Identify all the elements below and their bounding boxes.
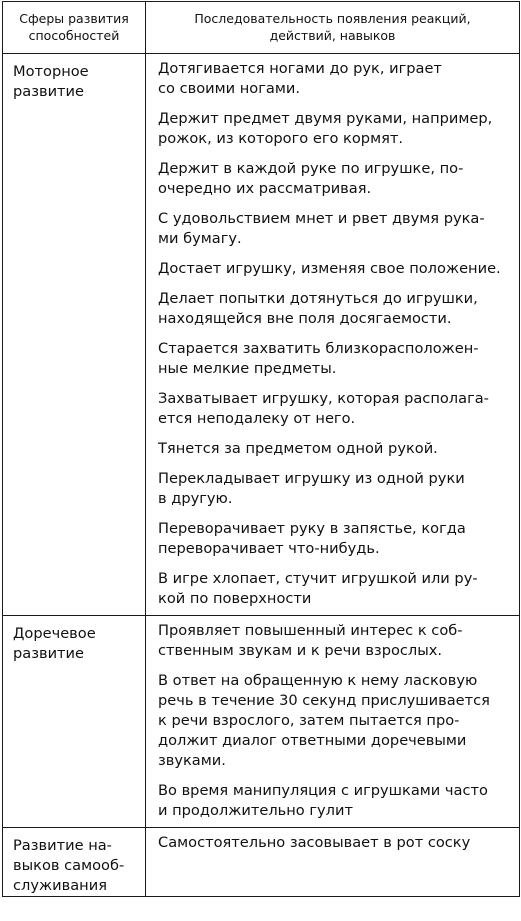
sphere-label: Доречевое развитие xyxy=(13,625,96,662)
list-item: Проявляет повышенный интерес к соб- ственным звукам и к речи взрослых. xyxy=(158,622,463,659)
sphere-cell-selfcare xyxy=(3,828,146,897)
sphere-label: Моторное развитие xyxy=(13,63,89,100)
list-item: С удовольствием мнет и рвет двумя рука- ми бумагу. xyxy=(158,210,485,247)
list-item: Старается захватить близкорасположен- ные мелкие предметы. xyxy=(158,340,479,377)
list-item: Во время манипуляция с игрушками часто и продолжительно гулит xyxy=(158,782,488,819)
list-item: В игре хлопает, стучит игрушкой или ру- кой по поверхности xyxy=(158,570,478,607)
list-item: Достает игрушку, изменяя свое положение. xyxy=(158,260,501,277)
items-cell-prespeech xyxy=(146,616,520,828)
header-spheres-label: Сферы развития способностей xyxy=(19,11,129,43)
list-item: Захватывает игрушку, которая располага- ется неподалеку от него. xyxy=(158,390,489,427)
list-item: Делает попытки дотянуться до игрушки, находящейся вне поля досягаемости. xyxy=(158,290,478,327)
list-item: Самостоятельно засовывает в рот соску xyxy=(158,834,471,851)
list-item: В ответ на обращенную к нему ласковую речь в течение 30 секунд прислушивается к речи взрослого, затем пытается про- должит диалог ответными доречевыми звуками. xyxy=(158,672,490,769)
list-item: Держит в каждой руке по игрушке, по- очередно их рассматривая. xyxy=(158,160,464,197)
development-table xyxy=(2,1,520,897)
list-item: Перекладывает игрушку из одной руки в другую. xyxy=(158,470,465,507)
list-item: Дотягивается ногами до рук, играет со своими ногами. xyxy=(158,60,442,97)
header-spheres xyxy=(3,2,146,54)
header-sequence-label: Последовательность появления реакций, действий, навыков xyxy=(194,11,471,43)
sphere-label: Развитие на- выков самооб- служивания xyxy=(13,837,125,894)
items-cell-motor xyxy=(146,54,520,616)
table-header-row xyxy=(3,2,520,54)
list-item: Переворачивает руку в запястье, когда переворачивает что-нибудь. xyxy=(158,520,466,557)
list-item: Тянется за предметом одной рукой. xyxy=(158,440,438,457)
sphere-cell-motor xyxy=(3,54,146,616)
header-sequence xyxy=(146,2,520,54)
list-item: Держит предмет двумя руками, например, рожок, из которого его кормят. xyxy=(158,110,493,147)
items-cell-selfcare xyxy=(146,828,520,897)
table-row-motor xyxy=(3,54,520,616)
table-row-selfcare xyxy=(3,828,520,897)
sphere-cell-prespeech xyxy=(3,616,146,828)
table-row-prespeech xyxy=(3,616,520,828)
